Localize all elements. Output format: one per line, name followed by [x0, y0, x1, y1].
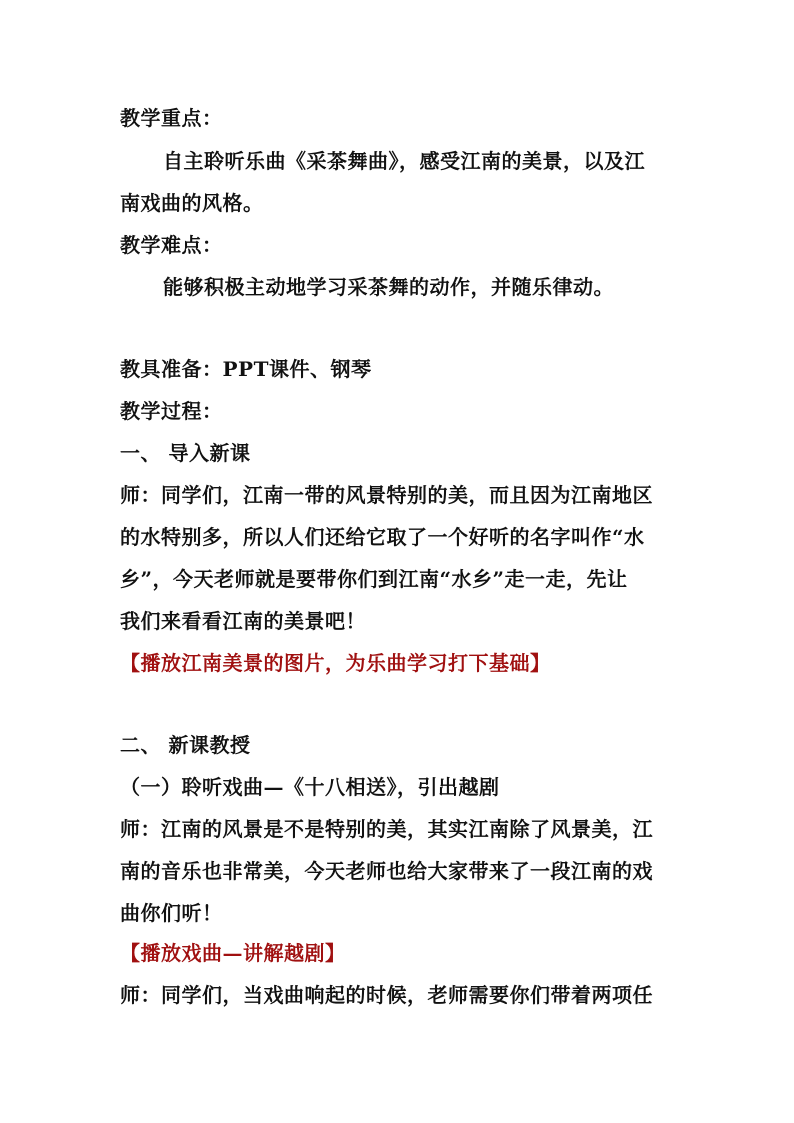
- subsection-1-heading: （一）聆听戏曲—《十八相送》，引出越剧: [120, 775, 500, 799]
- section-2-heading: 二、 新课教授: [120, 733, 251, 757]
- heading-difficulties: 教学难点：: [120, 233, 223, 257]
- heading-teaching-process: 教学过程：: [120, 399, 223, 423]
- section-1-heading: 一、 导入新课: [120, 441, 251, 465]
- paragraph-line: 师：江南的风景是不是特别的美，其实江南除了风景美，江: [120, 817, 653, 841]
- paragraph-line: 南的音乐也非常美，今天老师也给大家带来了一段江南的戏: [120, 859, 653, 883]
- stage-direction: 【播放戏曲—讲解越剧】: [120, 941, 346, 965]
- heading-key-points: 教学重点：: [120, 106, 223, 130]
- key-points-text-1: 自主聆听乐曲《采茶舞曲》，感受江南的美景，以及江: [163, 149, 645, 173]
- paragraph-line: 乡”，今天老师就是要带你们到江南“水乡”走一走，先让: [120, 567, 628, 591]
- paragraph-line: 师：同学们，江南一带的风景特别的美，而且因为江南地区: [120, 483, 653, 507]
- heading-teaching-aids: 教具准备：PPT课件、钢琴: [120, 357, 372, 381]
- paragraph-line: 曲你们听！: [120, 901, 223, 925]
- stage-direction: 【播放江南美景的图片，为乐曲学习打下基础】: [120, 651, 551, 675]
- paragraph-line: 的水特别多，所以人们还给它取了一个好听的名字叫作“水: [120, 525, 645, 549]
- difficulties-text: 能够积极主动地学习采茶舞的动作，并随乐律动。: [163, 275, 614, 299]
- paragraph-line: 师：同学们，当戏曲响起的时候，老师需要你们带着两项任: [120, 983, 653, 1007]
- paragraph-line: 我们来看看江南的美景吧！: [120, 609, 366, 633]
- key-points-text-2: 南戏曲的风格。: [120, 191, 264, 215]
